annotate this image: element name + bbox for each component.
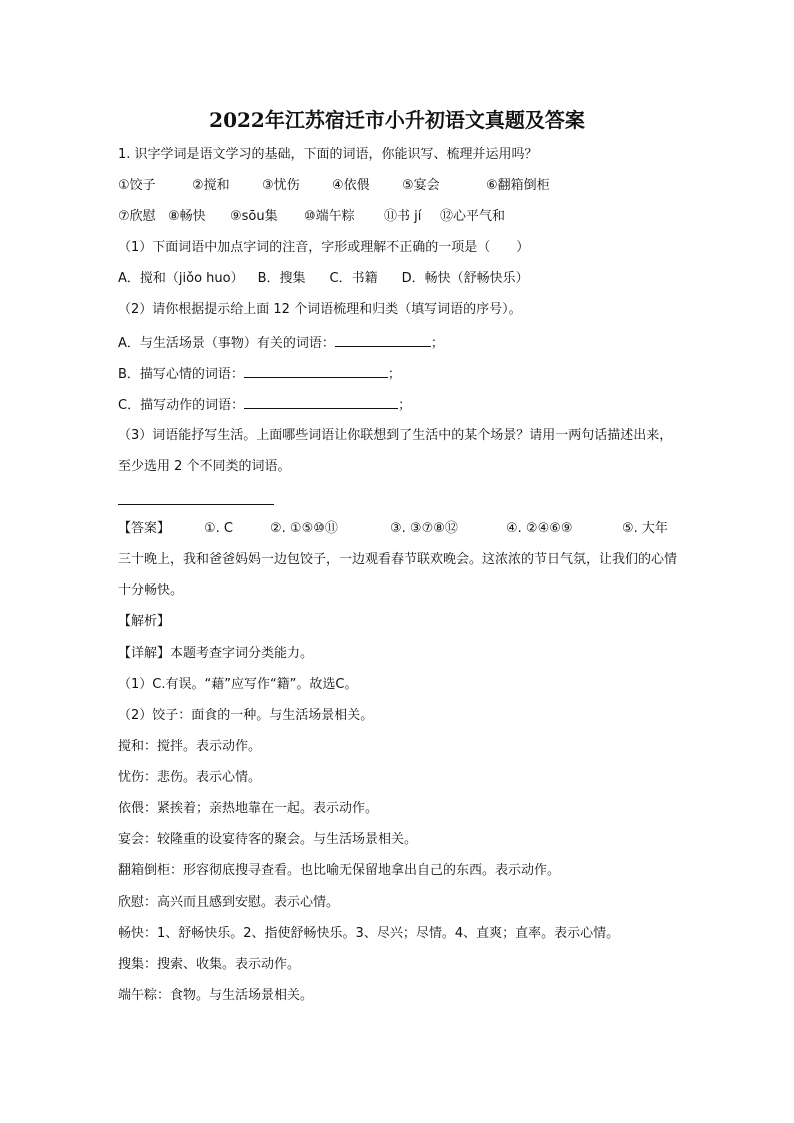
word-item: ⑨sōu集 — [230, 209, 278, 224]
answer-blank-c[interactable] — [244, 395, 398, 409]
word-list-row-1 — [118, 177, 550, 195]
word-item: ③忧伤 — [262, 178, 300, 193]
sub-question-1-options — [118, 270, 529, 288]
word-item: ⑫心平气和 — [440, 209, 506, 224]
question-stem: 1. 识字学词是语文学习的基础，下面的词语，你能识写、梳理并运用吗？ — [118, 147, 538, 162]
answer-item: ②. ①⑤⑩⑪ — [270, 521, 338, 536]
analysis-label: 【解析】 — [118, 614, 171, 629]
separator-line — [118, 504, 274, 505]
semicolon: ； — [387, 367, 401, 382]
sub-question-2-b — [118, 364, 401, 384]
page-title: 2022年江苏宿迁市小升初语文真题及答案 — [209, 108, 585, 132]
sub-question-1: （1）下面词语中加点字词的注音，字形或理解不正确的一项是（ ） — [118, 240, 530, 255]
analysis-line: 欣慰：高兴而且感到安慰。表示心情。 — [118, 895, 340, 910]
semicolon: ； — [398, 398, 412, 413]
answer-item: ④. ②④⑥⑨ — [506, 521, 573, 536]
answer-item: ③. ③⑦⑧⑫ — [390, 521, 458, 536]
word-item: ④依偎 — [332, 178, 370, 193]
analysis-line: 宴会：较隆重的设宴待客的聚会。与生活场景相关。 — [118, 832, 418, 847]
word-item: ②搅和 — [192, 178, 230, 193]
option-c: C．书籍 — [329, 271, 378, 286]
word-item: ①饺子 — [118, 178, 156, 193]
prompt-c: C．描写动作的词语： — [118, 398, 245, 413]
word-item: ⑧畅快 — [168, 209, 206, 224]
sub-question-2-a — [118, 333, 444, 353]
sub-question-3: （3）词语能抒写生活。上面哪些词语让你联想到了生活中的某个场景？请用一两句话描述出来，至少选用 2 个不同类的词语。 — [118, 428, 673, 474]
analysis-line: 【详解】本题考查字词分类能力。 — [118, 646, 314, 661]
word-item: ⑩端午粽 — [304, 209, 355, 224]
analysis-line: （2）饺子：面食的一种。与生活场景相关。 — [118, 708, 374, 723]
word-item: ⑥翻箱倒柜 — [486, 178, 550, 193]
analysis-line: 搅和：搅拌。表示动作。 — [118, 739, 262, 754]
prompt-b: B．描写心情的词语： — [118, 367, 244, 382]
answer-blank-b[interactable] — [244, 364, 388, 378]
answer-row — [118, 520, 668, 538]
analysis-line: 搜集：搜索、收集。表示动作。 — [118, 957, 301, 972]
answer-label: 【答案】 — [118, 521, 171, 536]
answer-item: ⑤. 大年 — [622, 521, 668, 536]
analysis-line: 翻箱倒柜：形容彻底搜寻查看。也比喻无保留地拿出自己的东西。表示动作。 — [118, 863, 561, 878]
sub-question-2-c — [118, 395, 411, 415]
analysis-line: 畅快：1、舒畅快乐。2、指使舒畅快乐。3、尽兴；尽情。4、直爽；直率。表示心情。 — [118, 926, 620, 941]
option-a: A．搅和（jiǒo huo） — [118, 271, 244, 286]
option-b: B．搜集 — [257, 271, 306, 286]
sub-question-2: （2）请你根据提示给上面 12 个词语梳理和归类（填写词语的序号）。 — [118, 302, 522, 317]
answer-item: ①. C — [204, 521, 233, 536]
analysis-line: 依偎：紧挨着；亲热地靠在一起。表示动作。 — [118, 801, 379, 816]
answer-blank-a[interactable] — [335, 333, 431, 347]
word-item: ⑤宴会 — [402, 178, 440, 193]
word-list-row-2 — [118, 208, 505, 226]
answer-continuation: 三十晚上，我和爸爸妈妈一边包饺子，一边观看春节联欢晚会。这浓浓的节日气氛，让我们的心情十分畅快。 — [118, 552, 678, 598]
word-item: ⑦欣慰 — [118, 209, 156, 224]
analysis-line: 忧伤：悲伤。表示心情。 — [118, 770, 262, 785]
word-item: ⑪书 jí — [384, 209, 422, 224]
analysis-line: （1）C.有误。“藉”应写作“籍”。故选C。 — [118, 677, 358, 692]
analysis-line: 端午粽：食物。与生活场景相关。 — [118, 988, 314, 1003]
semicolon: ； — [430, 336, 444, 351]
prompt-a: A．与生活场景（事物）有关的词语： — [118, 336, 335, 351]
option-d: D．畅快（舒畅快乐） — [401, 271, 529, 286]
